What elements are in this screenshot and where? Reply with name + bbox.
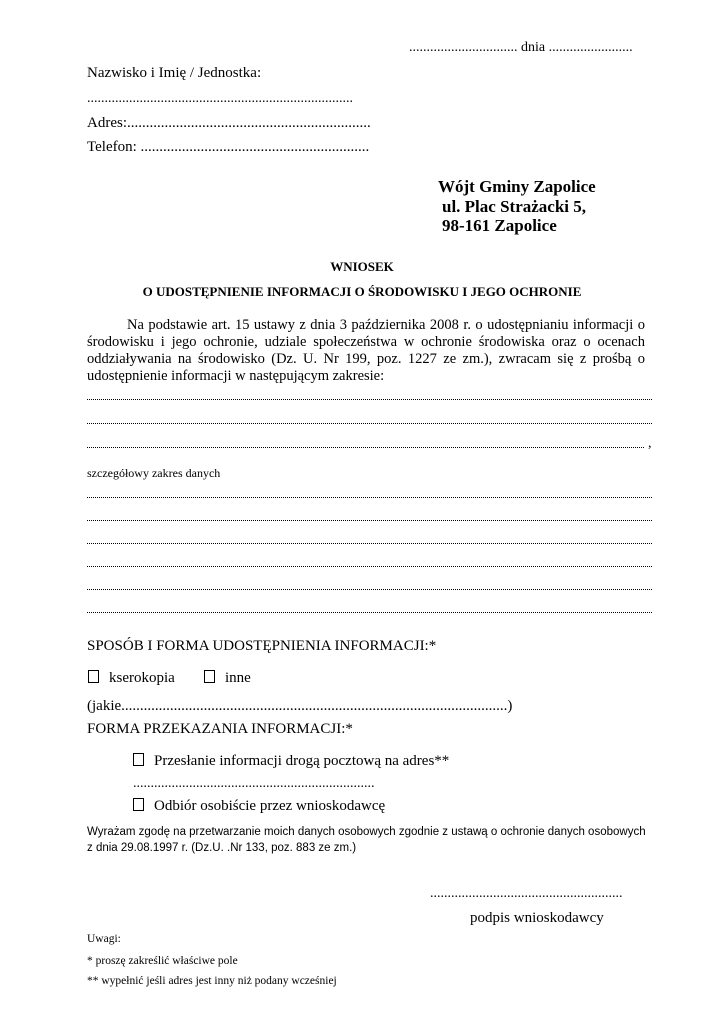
detail-line-4[interactable] [87,566,652,567]
mail-checkbox[interactable] [133,753,144,766]
document-title: WNIOSEK [330,259,394,274]
option-other[interactable] [204,670,251,687]
pickup-checkbox[interactable] [133,798,144,811]
address-field[interactable]: Adres:................................................................. [87,115,371,131]
detail-line-6[interactable] [87,612,652,613]
other-checkbox[interactable] [204,670,215,683]
scope-comma: , [648,436,652,451]
detail-line-5[interactable] [87,589,652,590]
option-mail[interactable] [133,753,449,770]
phone-field[interactable]: Telefon: ............................................................. [87,139,370,155]
document-subtitle: O UDOSTĘPNIENIE INFORMACJI O ŚRODOWISKU I JEGO OCHRONIE [142,284,582,299]
option-other-label: inne [225,670,251,686]
note-2: ** wypełnić jeśli adres jest inny niż podany wcześniej [87,975,337,987]
recipient-city: 98-161 Zapolice [442,216,557,235]
option-mail-label: Przesłanie informacji drogą pocztową na adres** [154,753,450,769]
name-label: Nazwisko i Imię / Jednostka: [87,65,262,81]
notes-heading: Uwagi: [87,933,121,945]
method-heading: SPOSÓB I FORMA UDOSTĘPNIENIA INFORMACJI:* [87,638,437,654]
detail-line-2[interactable] [87,520,652,521]
delivery-heading: FORMA PRZEKAZANIA INFORMACJI:* [87,721,353,737]
detail-scope-label: szczegółowy zakres danych [87,466,221,480]
name-field[interactable]: ............................................................................ [87,91,353,106]
detail-line-3[interactable] [87,543,652,544]
consent-statement: Wyrażam zgodę na przetwarzanie moich danych osobowych zgodnie z ustawą o ochronie danych osobowych z dnia 29.08.1997 r. (Dz.U. .Nr 133, poz. 883 ze zm.) [87,826,646,854]
other-specify-field[interactable]: (jakie.......................................................................................................) [87,698,513,714]
detail-line-1[interactable] [87,497,652,498]
recipient-street: ul. Plac Strażacki 5, [442,197,587,216]
note-1: * proszę zakreślić właściwe pole [87,955,238,967]
copy-checkbox[interactable] [88,670,99,683]
scope-line-1[interactable] [87,399,652,400]
signature-label: podpis wnioskodawcy [470,910,604,926]
scope-line-2[interactable] [87,423,652,424]
signature-field[interactable]: ....................................................... [430,886,623,901]
option-copy[interactable] [88,670,175,687]
date-field[interactable]: ............................... dnia ........................ [409,40,633,55]
scope-line-3[interactable] [87,447,644,448]
option-copy-label: kserokopia [109,670,175,686]
option-pickup-label: Odbiór osobiście przez wnioskodawcę [154,798,386,814]
recipient-name: Wójt Gminy Zapolice [438,177,596,196]
mail-address-field[interactable]: ..................................................................... [133,776,375,791]
request-paragraph: Na podstawie art. 15 ustawy z dnia 3 października 2008 r. o udostępnianiu informacji o środowisku i jego ochronie, udziale społeczeństwa w ochronie środowiska oraz o ocenach oddziaływania na środowisko (Dz. U. Nr 199, poz. 1227 ze zm.), zwracam się z prośbą o udostępnienie informacji w następującym zakresie: [87,317,645,384]
option-pickup[interactable] [133,798,385,815]
